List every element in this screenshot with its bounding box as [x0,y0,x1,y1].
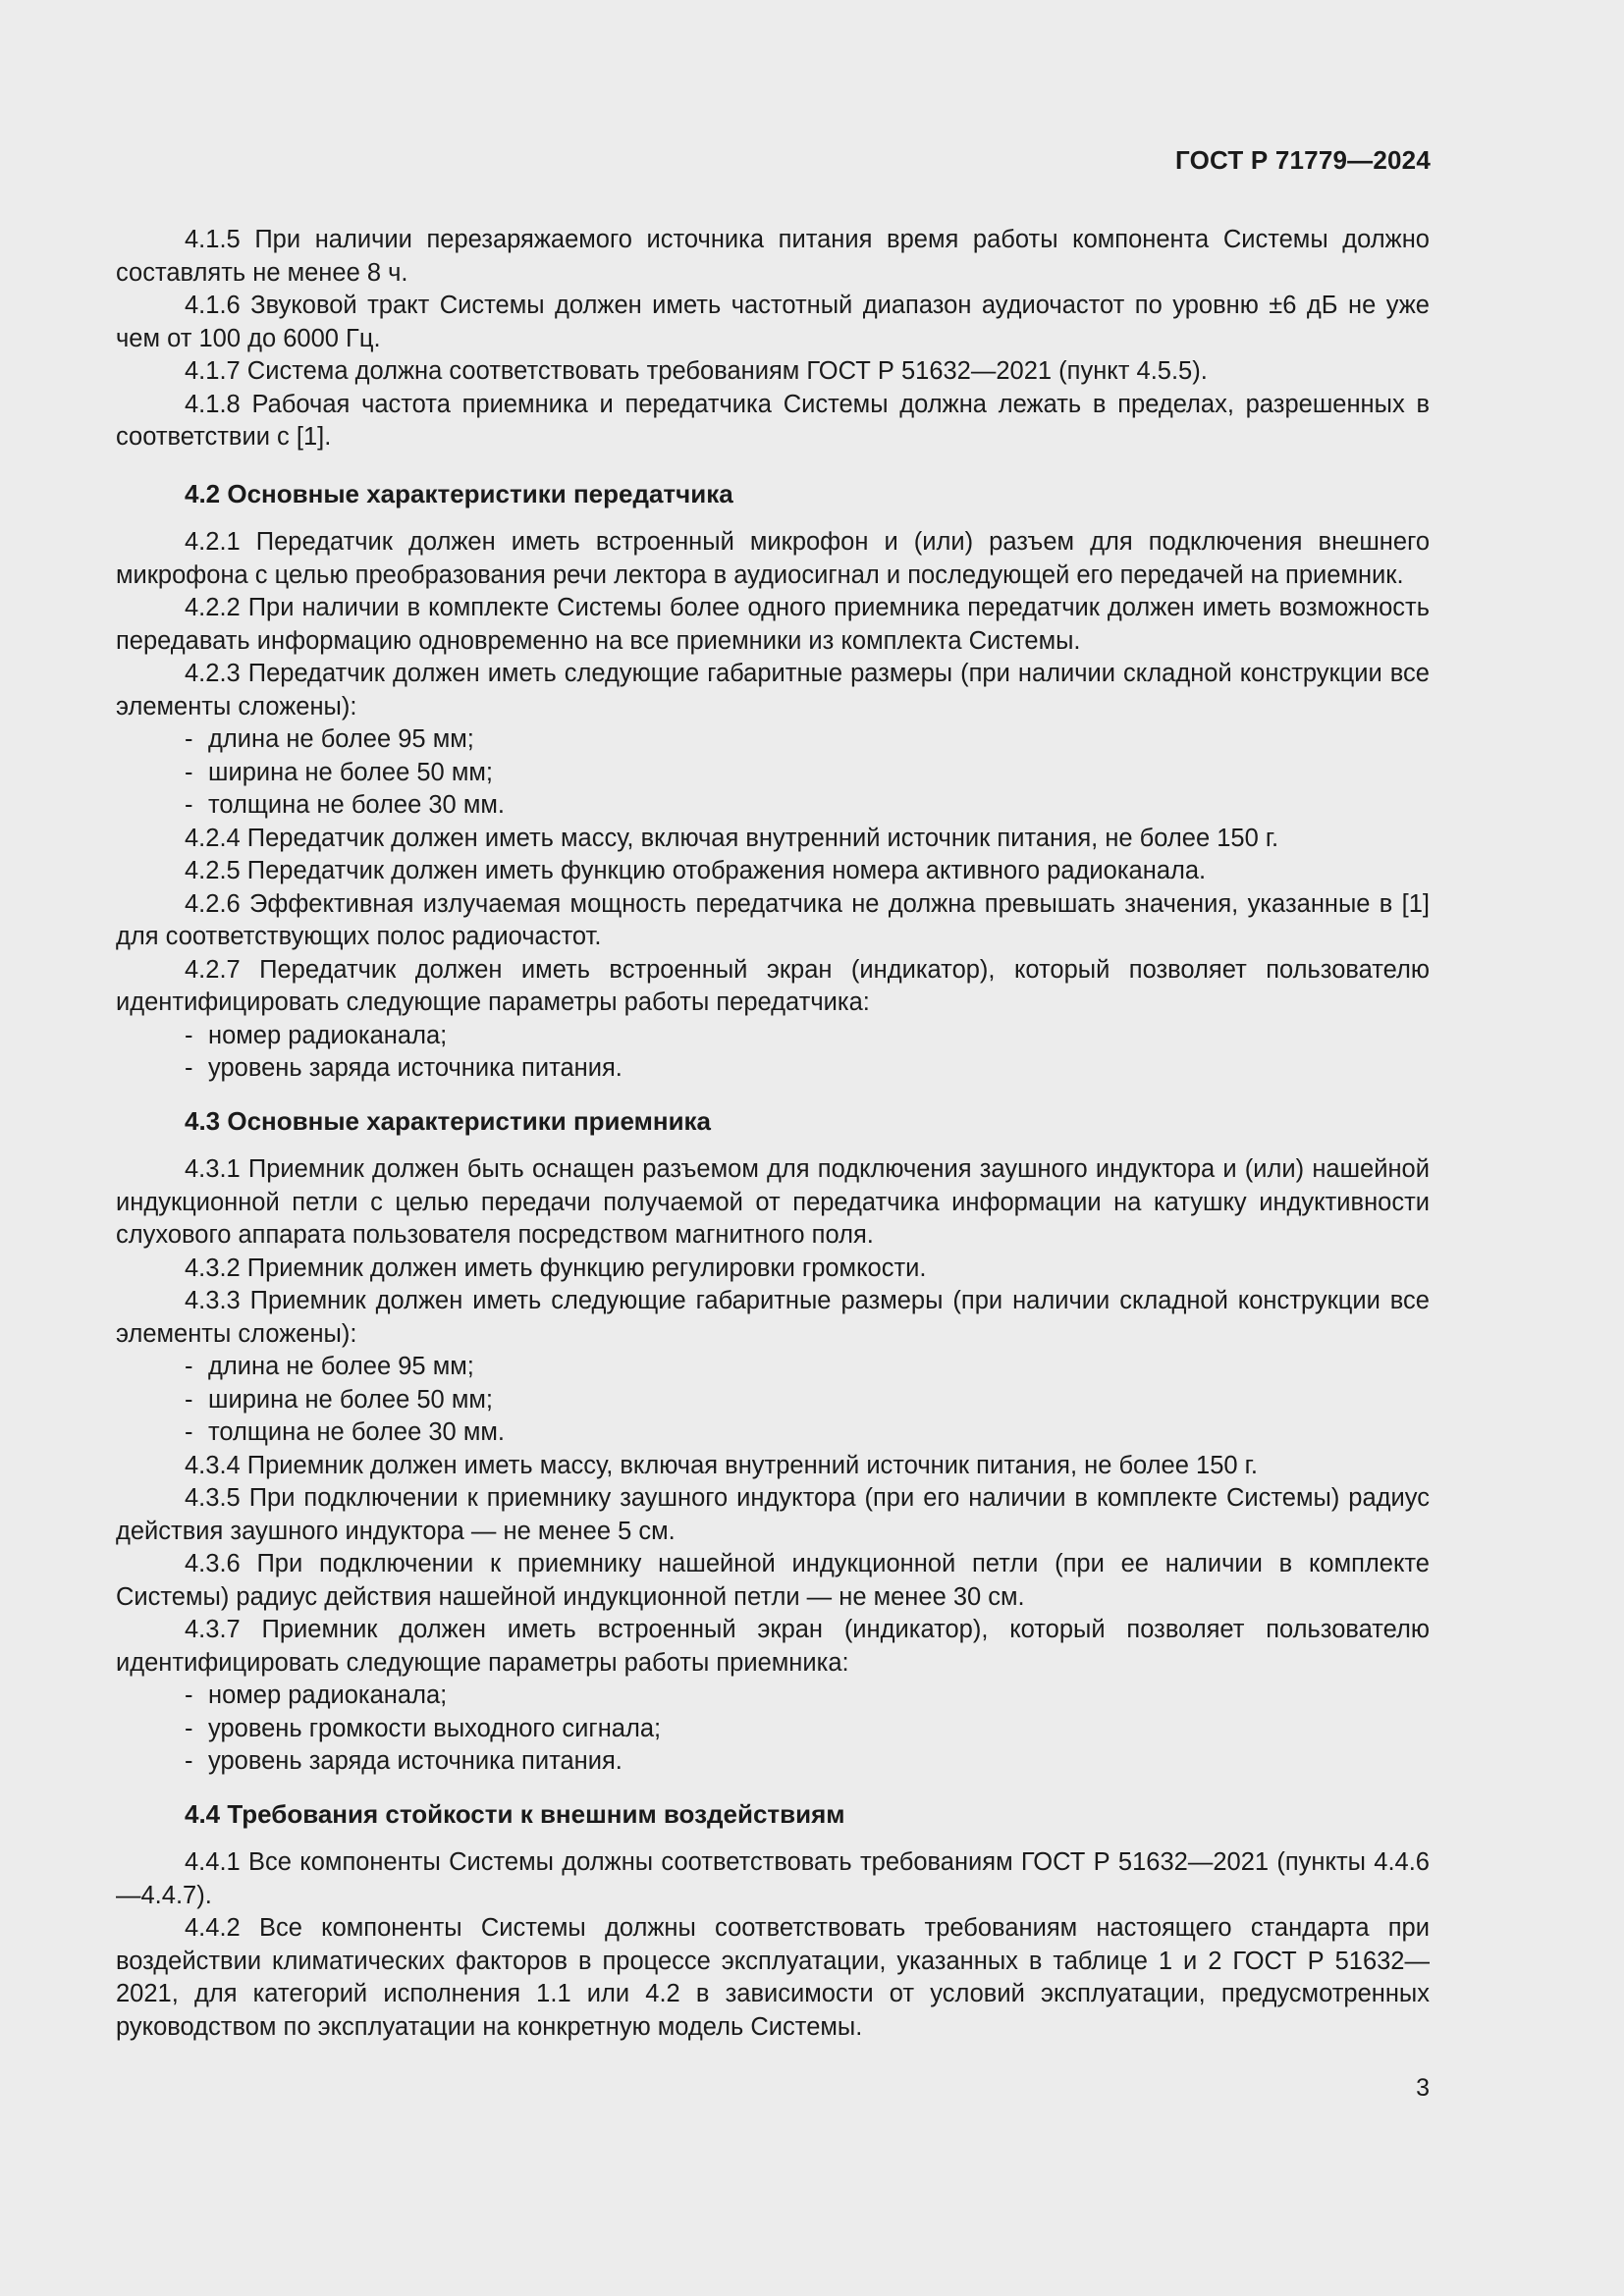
list-marker: - [185,1021,193,1049]
paragraph-4-2-4: 4.2.4 Передатчик должен иметь массу, включая внутренний источник питания, не более 150 г. [185,824,1279,852]
paragraph-4-2-1: 4.2.1 Передатчик должен иметь встроенный микрофон и (или) разъем для подключения внешнего микрофона с целью преобразования речи лектора в аудиосигнал и последующей его передачей на приемник. [116,528,1430,589]
list-item-text: ширина не более 50 мм; [208,758,493,786]
paragraph-4-2-7: 4.2.7 Передатчик должен иметь встроенный экран (индикатор), который позволяет пользователю идентифицировать следующие параметры работы передатчика: [116,955,1430,1016]
list-marker: - [185,758,193,786]
paragraph-4-4-1: 4.4.1 Все компоненты Системы должны соответствовать требованиям ГОСТ Р 51632—2021 (пункты 4.4.6—4.4.7). [116,1848,1430,1909]
list-item-text: толщина не более 30 мм. [208,1418,505,1446]
list-item-text: уровень заряда источника питания. [208,1747,623,1775]
paragraph-4-1-6: 4.1.6 Звуковой тракт Системы должен иметь частотный диапазон аудиочастот по уровню ±6 дБ не уже чем от 100 до 6000 Гц. [116,292,1430,352]
list-marker: - [185,1353,193,1380]
list-item [116,789,1430,823]
list-item [116,1416,1430,1450]
paragraph-4-2-2: 4.2.2 При наличии в комплекте Системы более одного приемника передатчик должен иметь возможность передавать информацию одновременно на все приемники из комплекта Системы. [116,594,1430,655]
list-marker: - [185,1054,193,1082]
list-marker: - [185,1418,193,1446]
paragraph-4-2-6: 4.2.6 Эффективная излучаемая мощность передатчика не должна превышать значения, указанные в [1] для соответствующих полос радиочастот. [116,889,1430,950]
list-marker: - [185,1385,193,1414]
list-item-text: ширина не более 50 мм; [208,1385,493,1414]
page-number: 3 [1416,2074,1430,2102]
paragraph-4-3-3: 4.3.3 Приемник должен иметь следующие габаритные размеры (при наличии складной конструкции все элементы сложены): [116,1287,1430,1348]
paragraph-4-2-3: 4.2.3 Передатчик должен иметь следующие габаритные размеры (при наличии складной конструкции все элементы сложены): [116,660,1430,721]
section-heading-4-3: 4.3 Основные характеристики приемника [185,1105,712,1136]
paragraph-4-1-7: 4.1.7 Система должна соответствовать требованиям ГОСТ Р 51632—2021 (пункт 4.5.5). [185,357,1208,385]
list-marker: - [185,1747,193,1775]
list-marker: - [185,1714,193,1742]
list-item-text: длина не более 95 мм; [208,1353,474,1380]
paragraph-4-3-7: 4.3.7 Приемник должен иметь встроенный экран (индикатор), который позволяет пользователю идентифицировать следующие параметры работы приемника: [116,1616,1430,1677]
list-item [116,1713,1430,1746]
list-item [116,1052,1430,1086]
paragraph-4-3-6: 4.3.6 При подключении к приемнику нашейной индукционной петли (при ее наличии в комплекте Системы) радиус действия нашейной индукционной петли — не менее 30 см. [116,1550,1430,1611]
list-item [116,757,1430,790]
list-item [116,1745,1430,1779]
document-code-header: ГОСТ Р 71779—2024 [1175,145,1431,175]
list-item-text: уровень заряда источника питания. [208,1054,623,1082]
list-item [116,1020,1430,1053]
document-body [116,224,1430,2044]
list-item-text: толщина не более 30 мм. [208,791,505,819]
paragraph-4-3-5: 4.3.5 При подключении к приемнику заушного индуктора (при его наличии в комплекте Системы) радиус действия заушного индуктора — не менее 5 см. [116,1484,1430,1545]
section-heading-4-4: 4.4 Требования стойкости к внешним воздействиям [185,1798,845,1829]
list-item [116,1680,1430,1713]
list-item-text: уровень громкости выходного сигнала; [208,1714,662,1742]
list-item-text: длина не более 95 мм; [208,725,474,753]
paragraph-4-3-2: 4.3.2 Приемник должен иметь функцию регулировки громкости. [185,1254,927,1282]
list-item [116,723,1430,757]
paragraph-4-3-1: 4.3.1 Приемник должен быть оснащен разъемом для подключения заушного индуктора и (или) нашейной индукционной петли с целью передачи получаемой от передатчика информации на катушку индуктивности слухового аппарата пользователя посредством магнитного поля. [116,1155,1430,1249]
paragraph-4-1-8: 4.1.8 Рабочая частота приемника и передатчика Системы должна лежать в пределах, разрешенных в соответствии с [1]. [116,390,1430,451]
list-marker: - [185,791,193,819]
paragraph-4-4-2: 4.4.2 Все компоненты Системы должны соответствовать требованиям настоящего стандарта при воздействии климатических факторов в процессе эксплуатации, указанных в таблице 1 и 2 ГОСТ Р 51632—2021, для категорий исполнения 1.1 или 4.2 в зависимости от условий эксплуатации, предусмотренных руководством по эксплуатации на конкретную модель Системы. [116,1914,1430,2041]
list-marker: - [185,725,193,753]
list-item-text: номер радиоканала; [208,1682,448,1709]
paragraph-4-2-5: 4.2.5 Передатчик должен иметь функцию отображения номера активного радиоканала. [185,857,1207,884]
list-marker: - [185,1682,193,1709]
list-item [116,1384,1430,1417]
paragraph-4-3-4: 4.3.4 Приемник должен иметь массу, включая внутренний источник питания, не более 150 г. [185,1451,1258,1479]
list-item [116,1351,1430,1384]
paragraph-4-1-5: 4.1.5 При наличии перезаряжаемого источника питания время работы компонента Системы должно составлять не менее 8 ч. [116,226,1430,287]
section-heading-4-2: 4.2 Основные характеристики передатчика [185,478,733,508]
list-item-text: номер радиоканала; [208,1021,448,1049]
